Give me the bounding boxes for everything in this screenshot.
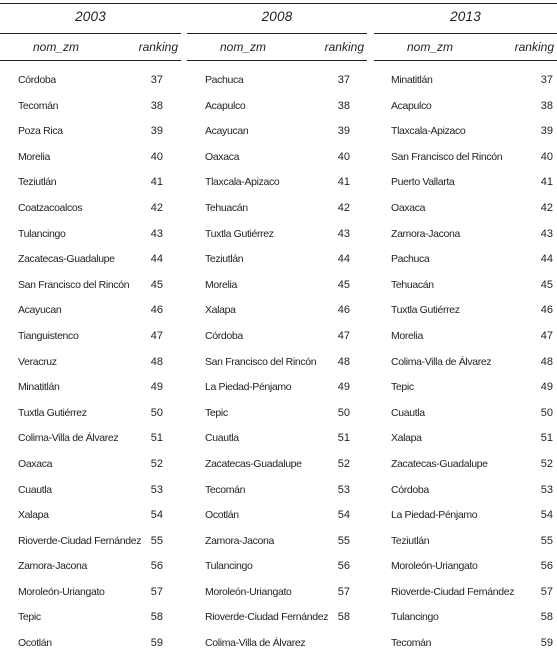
ranking-cell: 50: [337, 406, 350, 419]
zone-name-cell: Oaxaca: [18, 457, 53, 470]
table-row: [187, 426, 367, 452]
table-row: [374, 68, 557, 94]
zone-name-cell: Moroleón-Uriangato: [391, 560, 478, 573]
zone-name-cell: Poza Rica: [18, 125, 63, 138]
zone-name-cell: Zacatecas-Guadalupe: [391, 457, 488, 470]
table-row: [187, 401, 367, 427]
ranking-cell: 44: [150, 253, 163, 266]
table-row: [187, 503, 367, 529]
zone-name-cell: Morelia: [205, 278, 237, 291]
zone-name-cell: Xalapa: [391, 432, 422, 445]
ranking-cell: 49: [337, 381, 350, 394]
table-row: [187, 298, 367, 324]
table-row: [0, 478, 181, 504]
ranking-cell: 54: [540, 509, 553, 522]
ranking-cell: 46: [337, 304, 350, 317]
table-row: [0, 375, 181, 401]
year-heading: 2008: [261, 9, 293, 24]
ranking-cell: 52: [150, 457, 163, 470]
zone-name-cell: Colima-Villa de Álvarez: [205, 637, 306, 650]
table-row: [0, 350, 181, 376]
zone-name-cell: Xalapa: [205, 304, 236, 317]
zone-name-cell: Rioverde-Ciudad Fernández: [205, 611, 329, 624]
table-row: [187, 554, 367, 580]
ranking-cell: 43: [150, 227, 163, 240]
table-row: [187, 273, 367, 299]
table-row: [374, 503, 557, 529]
zone-name-cell: Morelia: [391, 329, 423, 342]
ranking-cell: 58: [337, 611, 350, 624]
table-row: [187, 247, 367, 273]
zone-name-cell: Córdoba: [18, 74, 56, 86]
table-row: [187, 94, 367, 120]
zone-name-cell: Tuxtla Gutiérrez: [391, 304, 460, 317]
ranking-cell: 37: [150, 74, 163, 86]
table-row: [0, 145, 181, 171]
zone-name-cell: Tehuacán: [205, 201, 248, 214]
ranking-cell: 44: [337, 253, 350, 266]
ranking-cell: 43: [337, 227, 350, 240]
ranking-cell: 45: [150, 278, 163, 291]
ranking-cell: 44: [540, 253, 553, 266]
table-row: [374, 529, 557, 555]
ranking-cell: 37: [540, 74, 553, 86]
table-row: [0, 94, 181, 120]
ranking-cell: 53: [337, 483, 350, 496]
table-row: [374, 324, 557, 350]
ranking-cell: 55: [150, 534, 163, 547]
table-body: [187, 68, 367, 657]
ranking-cell: 58: [540, 611, 553, 624]
zone-name-cell: Morelia: [18, 150, 50, 163]
zone-name-cell: Zacatecas-Guadalupe: [18, 253, 115, 266]
zone-name-cell: Minatitlán: [391, 74, 433, 86]
zone-name-cell: Rioverde-Ciudad Fernández: [18, 534, 142, 547]
ranking-cell: 50: [540, 406, 553, 419]
table-row: [0, 247, 181, 273]
table-row: [0, 68, 181, 94]
table-row: [0, 580, 181, 606]
ranking-cell: 38: [150, 99, 163, 112]
table-row: [187, 350, 367, 376]
zone-name-cell: Rioverde-Ciudad Fernández: [391, 585, 515, 598]
ranking-cell: 45: [540, 278, 553, 291]
zone-name-cell: Pachuca: [391, 253, 430, 266]
year-group-2003: [0, 0, 181, 650]
ranking-cell: 45: [337, 278, 350, 291]
table-row: [374, 401, 557, 427]
ranking-cell: 57: [150, 585, 163, 598]
zone-name-cell: San Francisco del Rincón: [205, 355, 317, 368]
ranking-cell: 55: [540, 534, 553, 547]
ranking-cell: 51: [337, 432, 350, 445]
table-row: [0, 631, 181, 657]
year-rule: [0, 33, 181, 34]
zone-name-cell: Ocotlán: [205, 509, 239, 522]
table-row: [374, 580, 557, 606]
zone-name-cell: Tianguistenco: [18, 329, 79, 342]
ranking-cell: 47: [540, 329, 553, 342]
ranking-cell: 42: [337, 201, 350, 214]
zone-name-cell: San Francisco del Rincón: [18, 278, 130, 291]
table-row: [187, 324, 367, 350]
table-row: [187, 68, 367, 94]
ranking-cell: 52: [337, 457, 350, 470]
ranking-cell: 54: [150, 509, 163, 522]
zone-name-cell: Córdoba: [391, 483, 429, 496]
ranking-cell: 38: [337, 99, 350, 112]
year-group-2013: [374, 0, 557, 650]
table-row: [374, 350, 557, 376]
table-row: [0, 196, 181, 222]
zone-name-cell: Colima-Villa de Álvarez: [18, 432, 119, 445]
table-row: [187, 196, 367, 222]
table-row: [0, 426, 181, 452]
zone-name-cell: Teziutlán: [391, 534, 430, 547]
table-row: [187, 452, 367, 478]
zone-name-cell: Tulancingo: [18, 227, 66, 240]
table-row: [0, 401, 181, 427]
table-row: [374, 170, 557, 196]
ranking-cell: 51: [540, 432, 553, 445]
table-row: [374, 631, 557, 657]
ranking-cell: 53: [540, 483, 553, 496]
ranking-cell: 48: [540, 355, 553, 368]
table-row: [187, 170, 367, 196]
table-row: [187, 375, 367, 401]
table-row: [187, 605, 367, 631]
ranking-cell: 40: [337, 150, 350, 163]
zone-name-cell: Cuautla: [205, 432, 239, 445]
ranking-cell: 46: [540, 304, 553, 317]
table-row: [0, 605, 181, 631]
zone-name-cell: Acayucan: [18, 304, 62, 317]
ranking-cell: 46: [150, 304, 163, 317]
column-header-name: nom_zm: [406, 40, 453, 54]
header-rule: [0, 60, 181, 61]
table-row: [0, 298, 181, 324]
table-row: [0, 273, 181, 299]
table-row: [0, 503, 181, 529]
zone-name-cell: Tepic: [18, 611, 41, 624]
table-row: [374, 222, 557, 248]
zone-name-cell: Tecomán: [391, 637, 432, 650]
column-header-name: nom_zm: [219, 40, 266, 54]
table-row: [374, 196, 557, 222]
ranking-cell: 52: [540, 457, 553, 470]
zone-name-cell: Oaxaca: [391, 201, 426, 214]
ranking-cell: 48: [150, 355, 163, 368]
ranking-cell: 40: [150, 150, 163, 163]
zone-name-cell: Ocotlán: [18, 637, 52, 650]
ranking-cell: 58: [150, 611, 163, 624]
year-heading: 2003: [75, 9, 106, 24]
column-header-name: nom_zm: [32, 40, 79, 54]
zone-name-cell: Tecomán: [205, 483, 246, 496]
zone-name-cell: San Francisco del Rincón: [391, 150, 503, 163]
zone-name-cell: Cuautla: [391, 406, 425, 419]
table-row: [374, 375, 557, 401]
zone-name-cell: Tulancingo: [205, 560, 253, 573]
zone-name-cell: Puerto Vallarta: [391, 176, 455, 189]
year-rule: [187, 33, 367, 34]
ranking-cell: 53: [150, 483, 163, 496]
header-rule: [187, 60, 367, 61]
header-rule: [374, 60, 557, 61]
column-header-ranking: ranking: [324, 40, 364, 54]
zone-name-cell: Veracruz: [18, 355, 57, 368]
table-body: [0, 68, 181, 657]
zone-name-cell: Tlaxcala-Apizaco: [391, 125, 466, 138]
table-row: [374, 94, 557, 120]
ranking-cell: 49: [540, 381, 553, 394]
ranking-cell: 48: [337, 355, 350, 368]
ranking-cell: 56: [150, 560, 163, 573]
zone-name-cell: La Piedad-Pénjamo: [391, 509, 478, 522]
ranking-cell: 43: [540, 227, 553, 240]
ranking-cell: 39: [337, 125, 350, 138]
zone-name-cell: Zacatecas-Guadalupe: [205, 457, 302, 470]
ranking-cell: 41: [337, 176, 350, 189]
zone-name-cell: Tehuacán: [391, 278, 434, 291]
zone-name-cell: Acapulco: [205, 99, 246, 112]
year-heading: 2013: [450, 9, 481, 24]
table-row: [374, 119, 557, 145]
table-row: [374, 273, 557, 299]
ranking-cell: 59: [150, 637, 163, 650]
zone-name-cell: Pachuca: [205, 74, 244, 86]
table-row: [187, 145, 367, 171]
ranking-cell: 56: [337, 560, 350, 573]
zone-name-cell: Moroleón-Uriangato: [205, 585, 292, 598]
table-row: [0, 119, 181, 145]
zone-name-cell: Zamora-Jacona: [18, 560, 87, 573]
zone-name-cell: Tepic: [205, 406, 228, 419]
zone-name-cell: Oaxaca: [205, 150, 240, 163]
table-row: [0, 170, 181, 196]
table-row: [187, 631, 367, 657]
zone-name-cell: Acayucan: [205, 125, 249, 138]
zone-name-cell: Tulancingo: [391, 611, 439, 624]
table-row: [0, 324, 181, 350]
table-row: [374, 554, 557, 580]
zone-name-cell: Cuautla: [18, 483, 52, 496]
zone-name-cell: Colima-Villa de Álvarez: [391, 355, 492, 368]
table-row: [374, 452, 557, 478]
ranking-cell: 56: [540, 560, 553, 573]
column-header-ranking: ranking: [138, 40, 178, 54]
zone-name-cell: Tlaxcala-Apizaco: [205, 176, 280, 189]
ranking-cell: 49: [150, 381, 163, 394]
zone-name-cell: Zamora-Jacona: [391, 227, 460, 240]
zone-name-cell: Acapulco: [391, 99, 432, 112]
ranking-cell: 55: [337, 534, 350, 547]
zone-name-cell: Zamora-Jacona: [205, 534, 274, 547]
ranking-cell: 39: [150, 125, 163, 138]
zone-name-cell: Moroleón-Uriangato: [18, 585, 105, 598]
zone-name-cell: Xalapa: [18, 509, 49, 522]
column-header-ranking: ranking: [514, 40, 554, 54]
table-row: [374, 605, 557, 631]
zone-name-cell: Córdoba: [205, 329, 243, 342]
table-row: [0, 452, 181, 478]
table-row: [0, 554, 181, 580]
table-row: [187, 529, 367, 555]
table-row: [0, 222, 181, 248]
ranking-cell: 39: [540, 125, 553, 138]
ranking-cell: 38: [540, 99, 553, 112]
zone-name-cell: La Piedad-Pénjamo: [205, 381, 292, 394]
zone-name-cell: Teziutlán: [205, 253, 244, 266]
ranking-cell: 47: [337, 329, 350, 342]
table-row: [187, 478, 367, 504]
ranking-cell: 42: [150, 201, 163, 214]
ranking-cell: 57: [337, 585, 350, 598]
table-row: [187, 222, 367, 248]
table-row: [374, 247, 557, 273]
zone-name-cell: Tuxtla Gutiérrez: [18, 406, 87, 419]
table-row: [187, 580, 367, 606]
year-group-2008: [187, 0, 367, 650]
table-row: [187, 119, 367, 145]
year-rule: [374, 33, 557, 34]
ranking-cell: 54: [337, 509, 350, 522]
table-row: [374, 426, 557, 452]
table-row: [374, 298, 557, 324]
ranking-cell: 42: [540, 201, 553, 214]
table-row: [374, 478, 557, 504]
ranking-cell: 59: [540, 637, 553, 650]
zone-name-cell: Tecomán: [18, 99, 59, 112]
zone-name-cell: Coatzacoalcos: [18, 201, 83, 214]
ranking-cell: 50: [150, 406, 163, 419]
zone-name-cell: Minatitlán: [18, 381, 60, 394]
ranking-cell: 41: [540, 176, 553, 189]
ranking-cell: 57: [540, 585, 553, 598]
ranking-cell: 51: [150, 432, 163, 445]
ranking-cell: 40: [540, 150, 553, 163]
ranking-cell: 37: [337, 74, 350, 86]
zone-name-cell: Tepic: [391, 381, 414, 394]
zone-name-cell: Tuxtla Gutiérrez: [205, 227, 274, 240]
table-row: [374, 145, 557, 171]
table-row: [0, 529, 181, 555]
table-body: [374, 68, 557, 657]
ranking-cell: 47: [150, 329, 163, 342]
zone-name-cell: Teziutlán: [18, 176, 57, 189]
ranking-cell: 41: [150, 176, 163, 189]
